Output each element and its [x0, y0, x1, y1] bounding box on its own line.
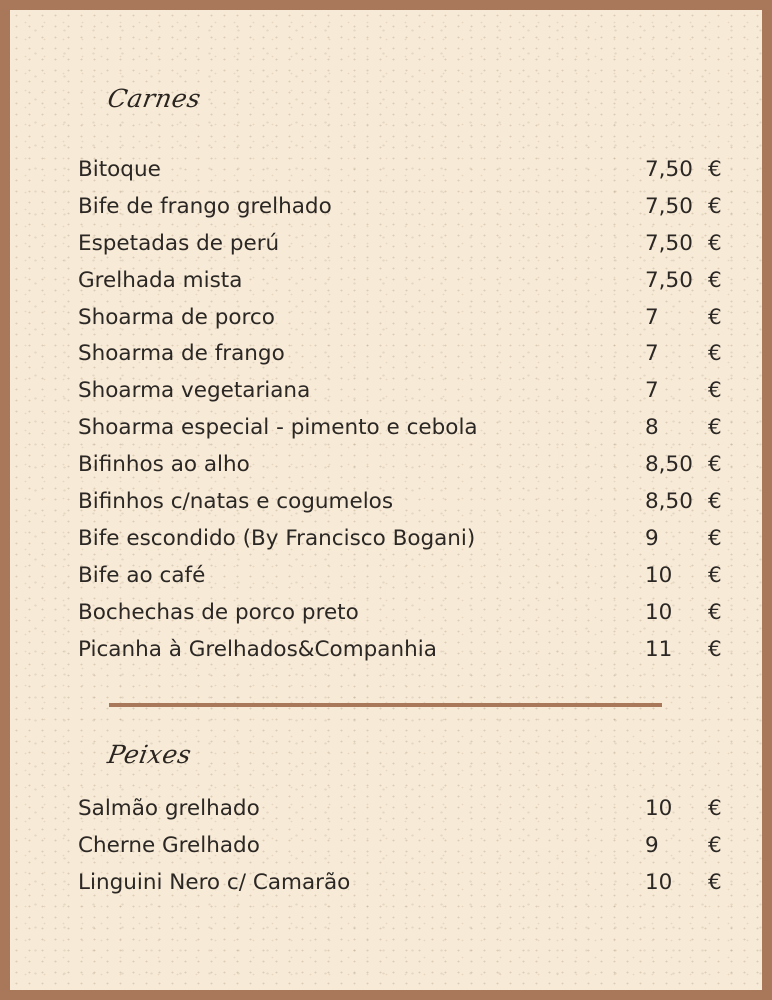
menu-item	[78, 300, 738, 337]
item-name: Shoarma especial - pimento e cebola	[78, 415, 478, 441]
item-currency: €	[708, 599, 722, 625]
item-name: Picanha à Grelhados&Companhia	[78, 636, 437, 662]
section-title-carnes: Carnes	[105, 84, 204, 113]
item-price: 10	[645, 562, 673, 588]
menu-item	[78, 447, 738, 484]
item-price: 7	[645, 304, 659, 330]
item-currency: €	[708, 832, 722, 858]
item-currency: €	[708, 341, 722, 367]
menu-item	[78, 263, 738, 300]
menu-item	[78, 373, 738, 410]
menu-item	[78, 632, 738, 669]
section-divider	[109, 703, 662, 707]
item-name: Bife escondido (By Francisco Bogani)	[78, 525, 476, 551]
menu-item	[78, 521, 738, 558]
item-currency: €	[708, 562, 722, 588]
peixes-item-list	[78, 791, 738, 902]
item-currency: €	[708, 230, 722, 256]
item-currency: €	[708, 489, 722, 515]
item-currency: €	[708, 267, 722, 293]
item-name: Linguini Nero c/ Camarão	[78, 869, 351, 895]
item-name: Shoarma de frango	[78, 341, 285, 367]
menu-item	[78, 226, 738, 263]
item-currency: €	[708, 525, 722, 551]
item-price: 7,50	[645, 267, 693, 293]
item-price: 8,50	[645, 489, 693, 515]
item-name: Bife de frango grelhado	[78, 193, 332, 219]
menu-item	[78, 595, 738, 632]
item-currency: €	[708, 193, 722, 219]
menu-item	[78, 152, 738, 189]
item-name: Shoarma de porco	[78, 304, 275, 330]
menu-item	[78, 189, 738, 226]
section-title-peixes: Peixes	[105, 740, 194, 769]
item-name: Bife ao café	[78, 562, 206, 588]
menu-page	[10, 10, 762, 990]
item-name: Bochechas de porco preto	[78, 599, 359, 625]
menu-item	[78, 558, 738, 595]
item-price: 10	[645, 599, 673, 625]
item-price: 11	[645, 636, 673, 662]
item-currency: €	[708, 157, 722, 182]
item-price: 9	[645, 525, 659, 551]
item-price: 8,50	[645, 452, 693, 478]
menu-item	[78, 410, 738, 447]
item-price: 10	[645, 796, 673, 821]
item-currency: €	[708, 869, 722, 895]
item-name: Cherne Grelhado	[78, 832, 260, 858]
menu-item	[78, 828, 738, 865]
item-currency: €	[708, 415, 722, 441]
menu-item	[78, 791, 738, 828]
item-price: 8	[645, 415, 659, 441]
item-name: Espetadas de perú	[78, 230, 280, 256]
item-currency: €	[708, 378, 722, 404]
item-name: Salmão grelhado	[78, 796, 260, 821]
item-currency: €	[708, 304, 722, 330]
item-name: Grelhada mista	[78, 267, 243, 293]
item-price: 7,50	[645, 157, 693, 182]
item-currency: €	[708, 452, 722, 478]
item-price: 7,50	[645, 193, 693, 219]
item-price: 9	[645, 832, 659, 858]
item-price: 7,50	[645, 230, 693, 256]
item-name: Shoarma vegetariana	[78, 378, 311, 404]
item-currency: €	[708, 636, 722, 662]
menu-item	[78, 336, 738, 373]
item-price: 7	[645, 341, 659, 367]
item-name: Bifinhos ao alho	[78, 452, 250, 478]
item-name: Bitoque	[78, 157, 161, 182]
menu-item	[78, 484, 738, 521]
carnes-item-list	[78, 152, 738, 668]
item-name: Bifinhos c/natas e cogumelos	[78, 489, 394, 515]
item-price: 7	[645, 378, 659, 404]
item-currency: €	[708, 796, 722, 821]
menu-item	[78, 865, 738, 902]
item-price: 10	[645, 869, 673, 895]
